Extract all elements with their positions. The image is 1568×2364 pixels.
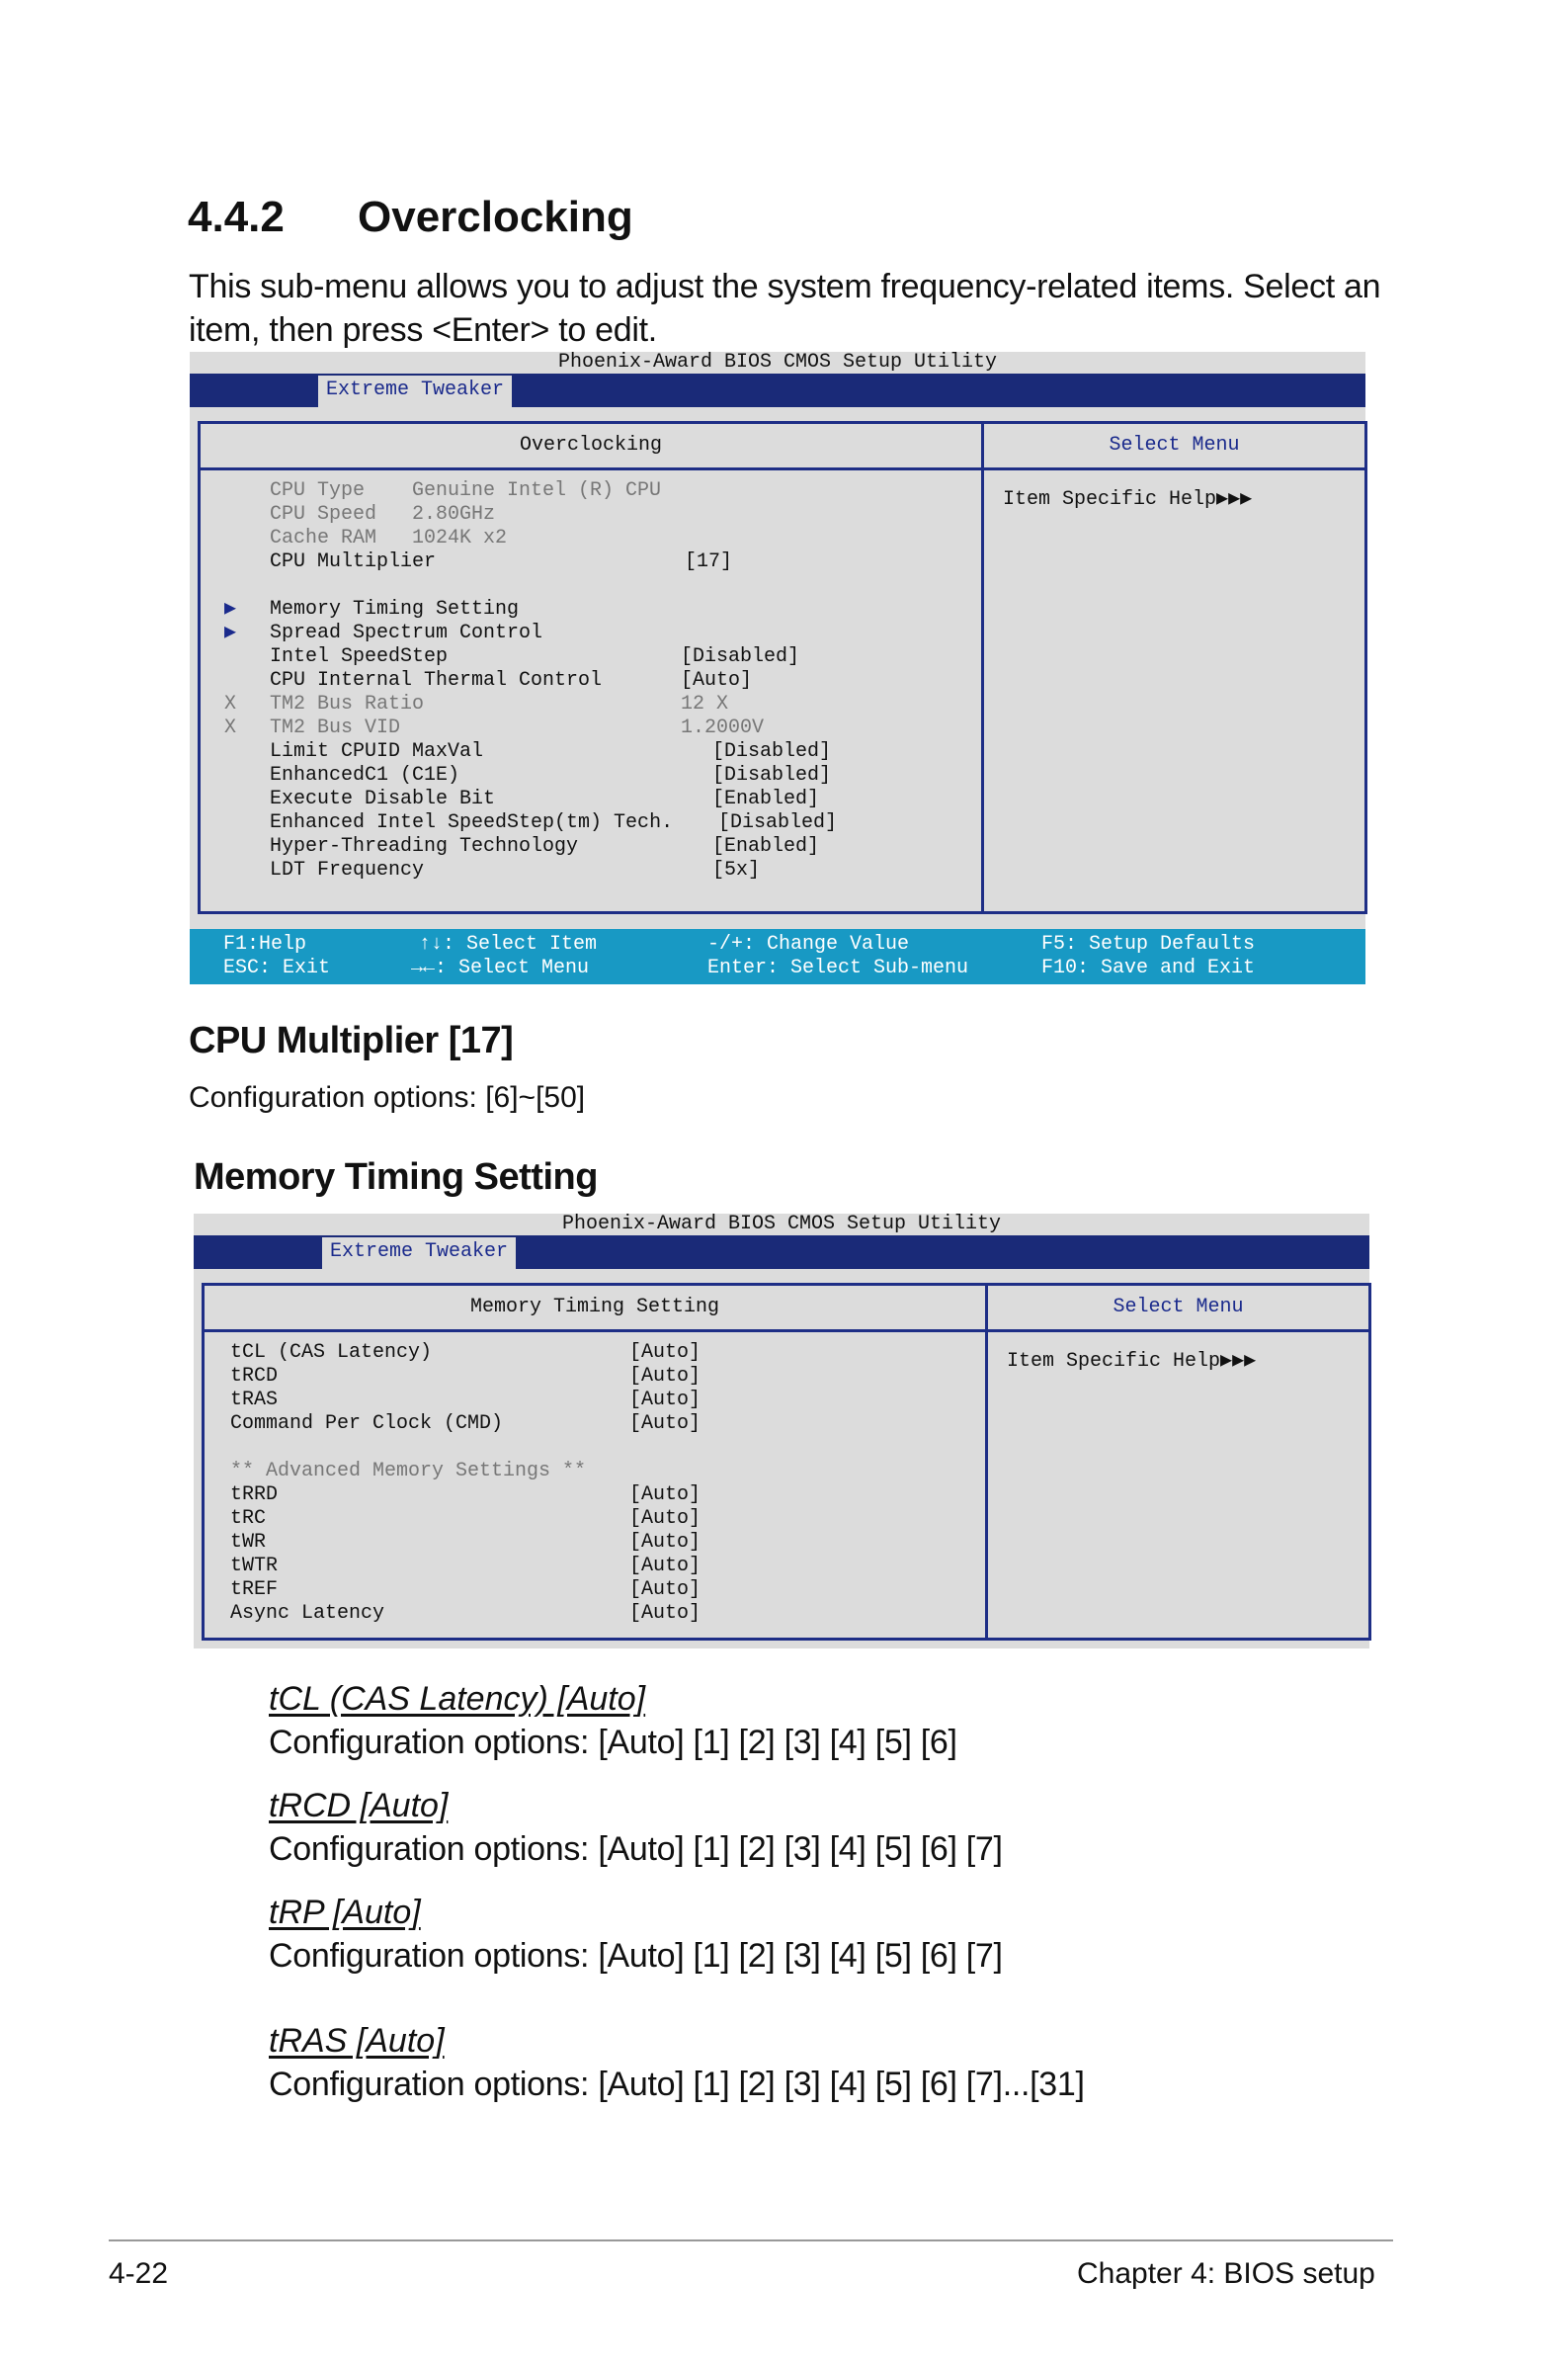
setting-value[interactable]: [Disabled] <box>718 811 838 834</box>
submenu-label: Memory Timing Setting <box>270 598 520 621</box>
section-number: 4.4.2 <box>188 193 285 241</box>
info-row <box>270 479 662 503</box>
setting-row[interactable] <box>230 1412 701 1436</box>
setting-row[interactable] <box>230 1365 701 1389</box>
setting-label: TM2 Bus Ratio <box>270 693 425 716</box>
key-f10-save-exit: F10: Save and Exit <box>1041 957 1256 979</box>
setting-row[interactable] <box>230 1341 701 1365</box>
setting-row[interactable] <box>270 645 800 669</box>
setting-value[interactable]: [Auto] <box>629 1389 701 1411</box>
setting-value: 12 X <box>681 693 729 716</box>
setting-label: LDT Frequency <box>270 859 425 882</box>
setting-value: 1.2000V <box>681 717 765 739</box>
help-panel-title: Select Menu <box>1109 434 1240 457</box>
setting-value[interactable]: [Auto] <box>681 669 753 692</box>
setting-value[interactable]: [17] <box>685 550 733 573</box>
section-intro: This sub-menu allows you to adjust the system frequency-related items. Select an item, then press <Enter> to edit. <box>189 268 1381 349</box>
option-text-tras: Configuration options: [Auto] [1] [2] [3] [4] [5] [6] [7]...[31] <box>269 2066 1085 2103</box>
option-text-trp: Configuration options: [Auto] [1] [2] [3] [4] [5] [6] [7] <box>269 1937 1003 1975</box>
bios-screen-memory-timing <box>194 1214 1369 1648</box>
info-row <box>270 503 496 527</box>
setting-row[interactable] <box>270 669 753 693</box>
setting-label: Enhanced Intel SpeedStep(tm) Tech. <box>270 811 674 834</box>
footer-rule <box>109 2239 1393 2241</box>
setting-row[interactable] <box>230 1602 701 1626</box>
locked-setting-row <box>224 717 765 740</box>
info-value: Genuine Intel (R) CPU <box>412 479 662 502</box>
setting-value[interactable]: [Disabled] <box>712 764 832 787</box>
key-select-menu: →←: Select Menu <box>411 957 590 979</box>
bios-utility-title: Phoenix-Award BIOS CMOS Setup Utility <box>561 1213 1002 1235</box>
setting-row[interactable] <box>270 740 832 764</box>
setting-label: EnhancedC1 (C1E) <box>270 764 460 787</box>
setting-label: CPU Multiplier <box>270 550 437 573</box>
key-f5-defaults: F5: Setup Defaults <box>1041 933 1256 956</box>
panel-title: Overclocking <box>519 434 663 457</box>
setting-row[interactable] <box>230 1555 701 1578</box>
bios-menubar <box>190 374 1365 407</box>
setting-row[interactable] <box>230 1389 701 1412</box>
setting-label: Execute Disable Bit <box>270 788 496 810</box>
setting-row-cpu-multiplier[interactable] <box>270 550 733 574</box>
info-row <box>270 527 508 550</box>
memory-timing-heading: Memory Timing Setting <box>194 1156 598 1198</box>
bios-menubar <box>194 1235 1369 1269</box>
help-panel-title: Select Menu <box>1113 1296 1244 1318</box>
cpu-multiplier-heading: CPU Multiplier [17] <box>189 1020 514 1061</box>
setting-label: Limit CPUID MaxVal <box>270 740 484 763</box>
help-text: Item Specific Help▶▶▶ <box>1007 1350 1257 1373</box>
setting-row[interactable] <box>230 1531 701 1555</box>
page-number: 4-22 <box>109 2257 169 2290</box>
submenu-arrow-icon: ▶ <box>224 622 237 644</box>
setting-row[interactable] <box>270 811 838 835</box>
setting-value[interactable]: [Disabled] <box>712 740 832 763</box>
tab-extreme-tweaker[interactable]: Extreme Tweaker <box>318 376 512 407</box>
setting-label: tWTR <box>230 1555 279 1577</box>
setting-value[interactable]: [Auto] <box>629 1412 701 1435</box>
submenu-label: Spread Spectrum Control <box>270 622 543 644</box>
option-title-trp: tRP [Auto] <box>269 1894 421 1931</box>
setting-row[interactable] <box>230 1507 701 1531</box>
locked-setting-row <box>224 693 729 717</box>
setting-value[interactable]: [Auto] <box>629 1555 701 1577</box>
tab-extreme-tweaker[interactable]: Extreme Tweaker <box>322 1237 516 1269</box>
option-title-tras: tRAS [Auto] <box>269 2022 445 2060</box>
setting-label: CPU Internal Thermal Control <box>270 669 603 692</box>
chapter-label: Chapter 4: BIOS setup <box>1077 2257 1375 2290</box>
advanced-settings-label: ** Advanced Memory Settings ** <box>230 1460 587 1482</box>
setting-value[interactable]: [Auto] <box>629 1531 701 1554</box>
setting-row[interactable] <box>270 788 820 811</box>
setting-label: Async Latency <box>230 1602 385 1625</box>
key-esc-exit: ESC: Exit <box>223 957 331 979</box>
setting-value[interactable]: [Auto] <box>629 1507 701 1530</box>
setting-label: Intel SpeedStep <box>270 645 449 668</box>
setting-label: tRC <box>230 1507 267 1530</box>
help-text: Item Specific Help▶▶▶ <box>1003 488 1253 511</box>
setting-label: TM2 Bus VID <box>270 717 401 739</box>
locked-mark: X <box>224 693 237 716</box>
setting-value[interactable]: [Auto] <box>629 1365 701 1388</box>
key-select-item: ↑↓: Select Item <box>419 933 598 956</box>
setting-row[interactable] <box>270 859 761 883</box>
setting-value[interactable]: [Enabled] <box>712 835 820 858</box>
submenu-arrow-icon: ▶ <box>224 598 237 621</box>
bios-key-legend <box>190 929 1365 984</box>
info-value: 2.80GHz <box>412 503 496 526</box>
setting-value[interactable]: [Auto] <box>629 1578 701 1601</box>
setting-label: tWR <box>230 1531 267 1554</box>
setting-label: Hyper-Threading Technology <box>270 835 579 858</box>
setting-label: Command Per Clock (CMD) <box>230 1412 504 1435</box>
submenu-row[interactable] <box>224 622 543 645</box>
setting-value[interactable]: [Auto] <box>629 1483 701 1506</box>
key-enter-submenu: Enter: Select Sub-menu <box>707 957 969 979</box>
info-label: CPU Type <box>270 479 366 502</box>
setting-label: tCL (CAS Latency) <box>230 1341 433 1364</box>
setting-value[interactable]: [Enabled] <box>712 788 820 810</box>
setting-value[interactable]: [Auto] <box>629 1341 701 1364</box>
setting-row[interactable] <box>230 1483 701 1507</box>
option-text-trcd: Configuration options: [Auto] [1] [2] [3] [4] [5] [6] [7] <box>269 1830 1003 1868</box>
setting-value[interactable]: [5x] <box>712 859 761 882</box>
setting-row[interactable] <box>270 764 832 788</box>
submenu-row[interactable] <box>224 598 520 622</box>
key-change-value: -/+: Change Value <box>707 933 910 956</box>
option-title-trcd: tRCD [Auto] <box>269 1787 449 1824</box>
option-text-tcl: Configuration options: [Auto] [1] [2] [3] [4] [5] [6] <box>269 1724 957 1761</box>
setting-value[interactable]: [Auto] <box>629 1602 701 1625</box>
key-f1-help: F1:Help <box>223 933 307 956</box>
locked-mark: X <box>224 717 237 739</box>
info-label: Cache RAM <box>270 527 377 549</box>
setting-row[interactable] <box>230 1578 701 1602</box>
setting-label: tRCD <box>230 1365 279 1388</box>
info-label: CPU Speed <box>270 503 377 526</box>
bios-screen-overclocking <box>190 352 1365 984</box>
bios-utility-title: Phoenix-Award BIOS CMOS Setup Utility <box>557 351 998 374</box>
info-value: 1024K x2 <box>412 527 508 549</box>
panel-title: Memory Timing Setting <box>469 1296 720 1318</box>
setting-value[interactable]: [Disabled] <box>681 645 800 668</box>
setting-label: tRRD <box>230 1483 279 1506</box>
cpu-multiplier-options: Configuration options: [6]~[50] <box>189 1081 586 1114</box>
bios-frame <box>202 1283 1371 1641</box>
section-title: Overclocking <box>358 193 633 241</box>
setting-label: tREF <box>230 1578 279 1601</box>
setting-label: tRAS <box>230 1389 279 1411</box>
bios-frame <box>198 421 1367 914</box>
option-title-tcl: tCL (CAS Latency) [Auto] <box>269 1680 646 1718</box>
setting-row[interactable] <box>270 835 820 859</box>
